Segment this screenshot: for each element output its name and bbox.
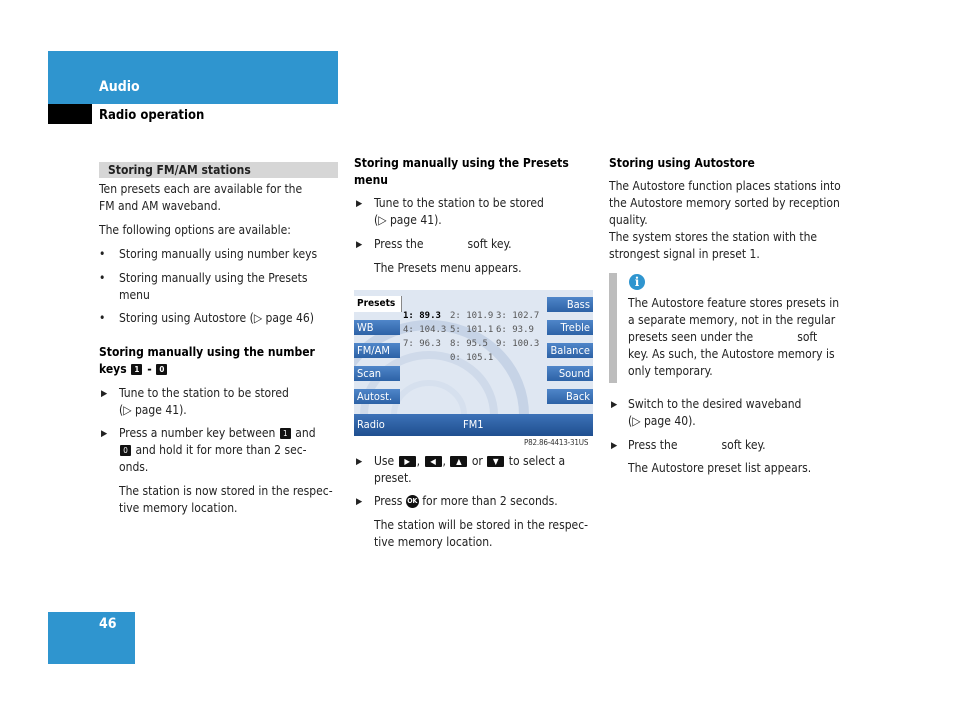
preset-item[interactable]: 5: 101.1 [450,325,494,335]
step-text: Tune to the station to be stored (▷ page 41). [119,386,289,417]
screen-status-bar [354,414,593,436]
preset-item[interactable]: 7: 96.3 [403,339,441,349]
options-intro: The following options are available: [99,223,291,237]
figure-caption: P82.86-4413-31US [524,438,589,447]
step-text: Press the soft key. [628,438,766,452]
result-text: The Autostore preset list appears. [628,461,812,475]
step-text: Use ▶ , ◀ , ▲ or ▼ to select a preset. [374,454,566,485]
bullet-item: • [99,311,106,325]
subheading-number-keys: Storing manually using the number keys 1 - 0 [99,345,315,376]
section-subtitle: Radio operation [99,108,205,123]
step-text: Press a number key between 1 and 0 and hold it for more than 2 sec- onds. [119,426,316,474]
subheading-presets-menu: Storing manually using the Presets menu [354,156,569,187]
preset-item[interactable]: 2: 101.9 [450,311,494,321]
result-text: The Presets menu appears. [374,261,522,275]
step-arrow-icon: ▶ [356,457,363,467]
intro-paragraph: Ten presets each are available for the FM and AM waveband. [99,182,303,213]
bullet-text: Storing manually using the Presets menu [119,271,308,302]
softkey-autostore[interactable]: Autost. [354,389,400,404]
page-number: 46 [99,616,117,632]
preset-item[interactable]: 4: 104.3 [403,325,447,335]
tab-presets[interactable]: Presets [354,296,402,312]
chapter-title: Audio [99,79,140,95]
preset-item[interactable]: 1: 89.3 [403,311,441,321]
preset-item[interactable]: 3: 102.7 [496,311,540,321]
info-icon: i [629,274,645,290]
softkey-wb[interactable]: WB [354,320,400,335]
softkey-back[interactable]: Back [547,389,593,404]
preset-item[interactable]: 0: 105.1 [450,353,494,363]
section-title: Storing FM/AM stations [108,163,251,177]
key-1-icon: 1 [280,428,291,439]
status-band: FM1 [463,418,484,431]
softkey-sound[interactable]: Sound [547,366,593,381]
arrow-right-key-icon: ▶ [399,456,416,467]
header-black-tab [48,104,92,124]
step-text: Switch to the desired waveband (▷ page 40). [628,397,802,428]
info-text: The Autostore feature stores presets in a separate memory, not in the regular presets seen under the soft key. As such, the Autostore memory is only temporary. [628,296,840,378]
softkey-balance[interactable]: Balance [547,343,593,358]
step-arrow-icon: ▶ [101,429,108,439]
step-arrow-icon: ▶ [356,240,363,250]
subheading-autostore: Storing using Autostore [609,156,755,170]
step-arrow-icon: ▶ [356,199,363,209]
key-0-icon: 0 [156,364,167,375]
result-text: The station will be stored in the respec- tive memory location. [374,518,589,549]
step-arrow-icon: ▶ [611,400,618,410]
presets-menu-screenshot [354,290,593,436]
info-box-bar [609,273,617,383]
softkey-bass[interactable]: Bass [547,297,593,312]
softkey-treble[interactable]: Treble [547,320,593,335]
arrow-left-key-icon: ◀ [425,456,442,467]
preset-item[interactable]: 8: 95.5 [450,339,488,349]
key-1-icon: 1 [131,364,142,375]
header-bar [48,51,338,104]
page-number-bar [48,612,135,664]
step-arrow-icon: ▶ [101,389,108,399]
softkey-fm-am[interactable]: FM/AM [354,343,400,358]
key-0-icon: 0 [120,445,131,456]
bullet-text: Storing manually using number keys [119,247,318,261]
ok-button-icon: OK [406,495,419,508]
bullet-text: Storing using Autostore (▷ page 46) [119,311,314,325]
preset-item[interactable]: 9: 100.3 [496,339,540,349]
bullet-item: • [99,247,106,261]
preset-item[interactable]: 6: 93.9 [496,325,534,335]
arrow-down-key-icon: ▼ [487,456,504,467]
softkey-scan[interactable]: Scan [354,366,400,381]
autostore-paragraph: The Autostore function places stations into the Autostore memory sorted by reception quality. The system stores the station with the strongest signal in preset 1. [609,179,841,261]
result-text: The station is now stored in the respec- tive memory location. [119,484,333,515]
step-text: Press the soft key. [374,237,512,251]
bullet-item: • [99,271,106,285]
step-arrow-icon: ▶ [611,441,618,451]
arrow-up-key-icon: ▲ [450,456,467,467]
status-source: Radio [357,418,385,431]
step-arrow-icon: ▶ [356,497,363,507]
step-text: Tune to the station to be stored (▷ page 41). [374,196,544,227]
step-text: Press OK for more than 2 seconds. [374,494,558,508]
